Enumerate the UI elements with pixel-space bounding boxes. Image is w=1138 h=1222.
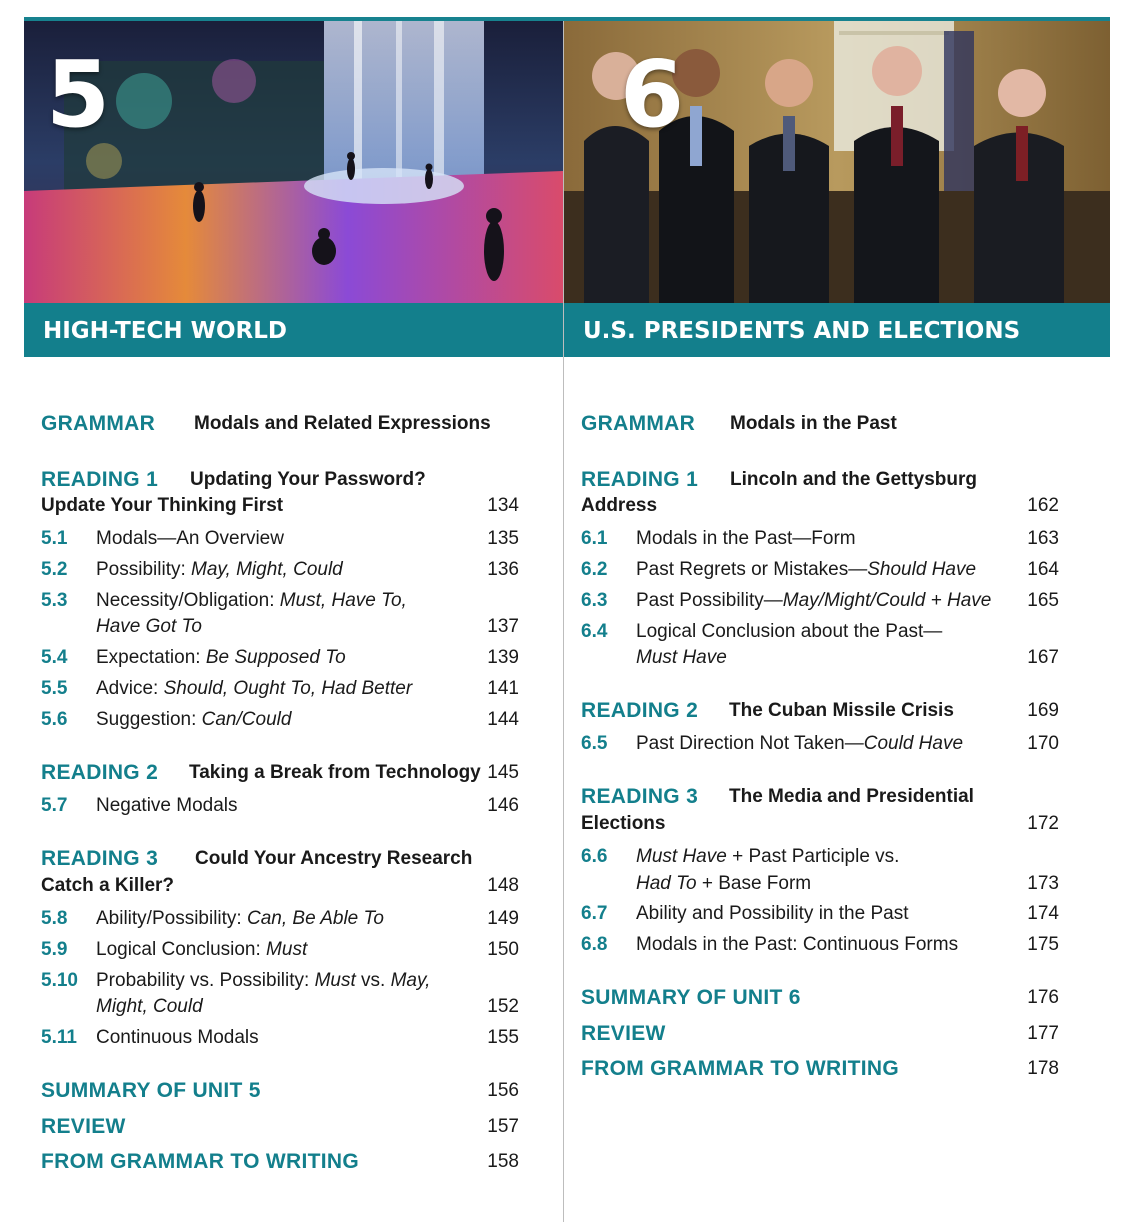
grammar-heading: GRAMMAR Modals and Related Expressions (41, 412, 491, 435)
reading-3-title-line2[interactable]: Catch a Killer? 148 (41, 875, 519, 896)
unit-5-number: 5 (46, 41, 111, 148)
reading-2-heading[interactable]: READING 2 Taking a Break from Technology 145 (41, 761, 519, 784)
review-unit-6[interactable]: REVIEW 177 (581, 1022, 1059, 1045)
unit-5-photo (24, 21, 563, 303)
grammar-heading: GRAMMAR Modals in the Past (581, 412, 897, 435)
grammar-to-writing-unit-6[interactable]: FROM GRAMMAR TO WRITING 178 (581, 1057, 1059, 1080)
reading-3-title-line2[interactable]: Elections 172 (581, 813, 1059, 834)
grammar-to-writing-unit-5[interactable]: FROM GRAMMAR TO WRITING 158 (41, 1150, 519, 1173)
review-unit-5[interactable]: REVIEW 157 (41, 1115, 519, 1138)
reading-3-heading[interactable]: READING 3 The Media and Presidential (581, 785, 974, 808)
reading-1-heading[interactable]: READING 1 Updating Your Password? (41, 468, 426, 491)
reading-1-heading[interactable]: READING 1 Lincoln and the Gettysburg (581, 468, 978, 491)
unit-6-title-band (564, 303, 1110, 357)
unit-6-number: 6 (620, 41, 685, 148)
unit-6-title: U.S. PRESIDENTS AND ELECTIONS (583, 318, 1021, 344)
unit-5-title-band (24, 303, 563, 357)
reading-1-title-line2[interactable]: Update Your Thinking First 134 (41, 495, 519, 516)
unit-6-photo (564, 21, 1110, 303)
summary-unit-6[interactable]: SUMMARY OF UNIT 6 176 (581, 986, 1059, 1009)
reading-3-heading[interactable]: READING 3 Could Your Ancestry Research (41, 847, 473, 870)
reading-1-title-line2[interactable]: Address 162 (581, 495, 1059, 516)
unit-5-title: HIGH-TECH WORLD (43, 318, 288, 344)
summary-unit-5[interactable]: SUMMARY OF UNIT 5 156 (41, 1079, 519, 1102)
reading-2-heading[interactable]: READING 2 The Cuban Missile Crisis 169 (581, 699, 1059, 722)
